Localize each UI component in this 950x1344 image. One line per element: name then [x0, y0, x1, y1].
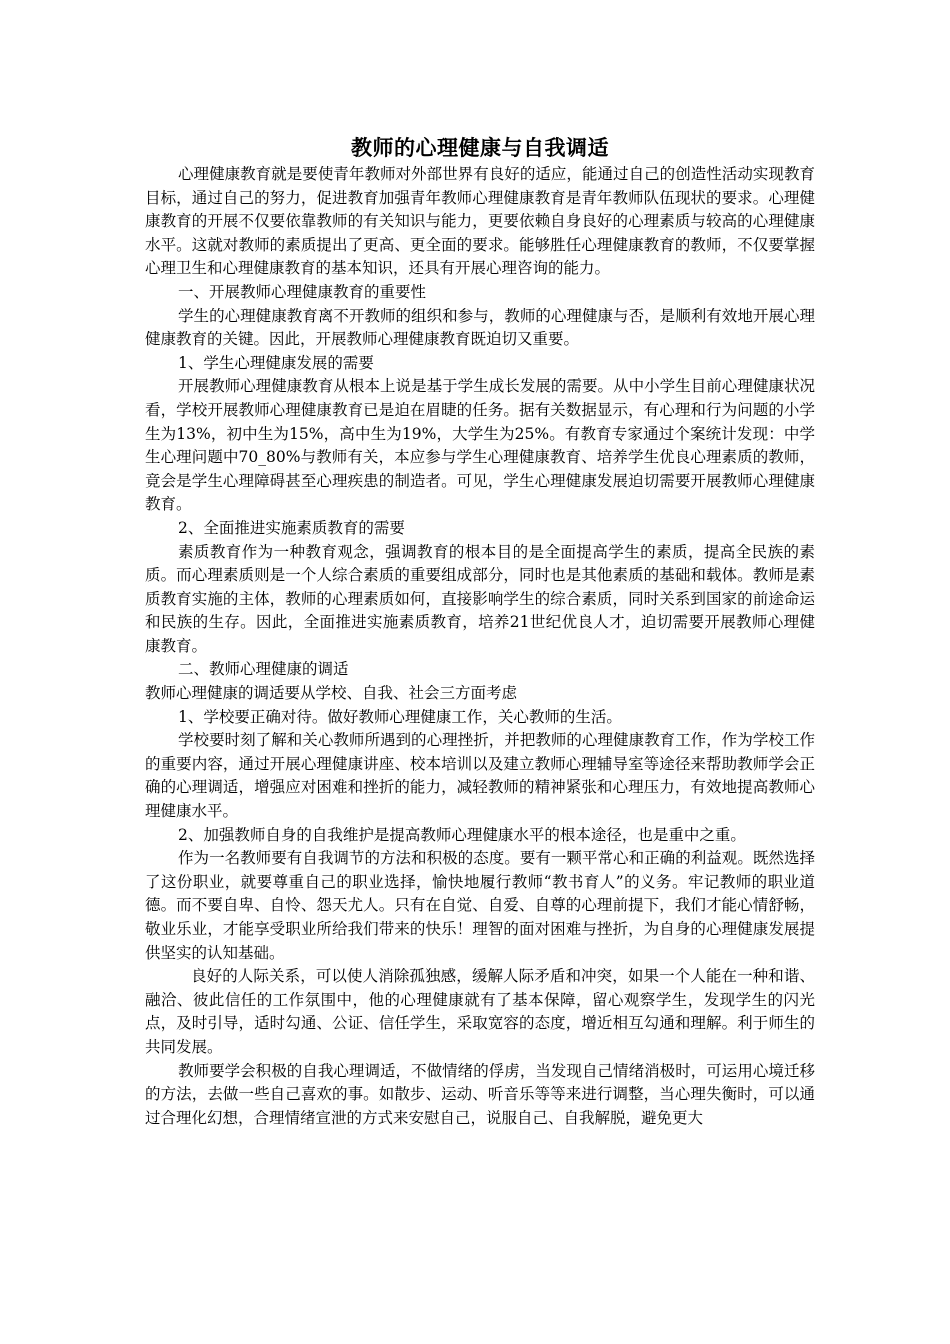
intro-paragraph: 心理健康教育就是要使青年教师对外部世界有良好的适应，能通过自己的创造性活动实现教育目标，通过自己的努力，促进教育加强青年教师心理健康教育是青年教师队伍现状的要求。心理健康教育的开展不仅要依靠教师的有关知识与能力，更要依赖自身良好的心理素质与较高的心理健康水平。这就对教师的素质提出了更高、更全面的要求。能够胜任心理健康教育的教师，不仅要掌握心理卫生和心理健康教育的基本知识，还具有开展心理咨询的能力。 [145, 165, 815, 278]
body-paragraph: 开展教师心理健康教育从根本上说是基于学生成长发展的需要。从中小学生目前心理健康状况看，学校开展教师心理健康教育已是迫在眉睫的任务。据有关数据显示，有心理和行为问题的小学生为13%，初中生为15%，高中生为19%，大学生为25%。有教育专家通过个案统计发现：中学生心理问题中70_80%与教师有关，本应参与学生心理健康教育、培养学生优良心理素质的教师，竟会是学生心理障碍甚至心理疾患的制造者。可见，学生心理健康发展迫切需要开展教师心理健康教育。 [145, 377, 815, 514]
body-paragraph: 教师要学会积极的自我心理调适，不做情绪的俘虏，当发现自己情绪消极时，可运用心境迁移的方法，去做一些自己喜欢的事。如散步、运动、听音乐等等来进行调整，当心理失衡时，可以通过合理化幻想，合理情绪宣泄的方式来安慰自己，说服自己、自我解脱，避免更大 [145, 1061, 815, 1127]
subsection-heading-1-1: 1、学生心理健康发展的需要 [178, 353, 374, 372]
body-paragraph: 良好的人际关系，可以使人消除孤独感，缓解人际矛盾和冲突，如果一个人能在一种和谐、融洽、彼此信任的工作氛围中，他的心理健康就有了基本保障，留心观察学生，发现学生的闪光点，及时引导，适时勾通、公证、信任学生，采取宽容的态度，增近相互勾通和理解。利于师生的共同发展。 [145, 967, 815, 1056]
document-title: 教师的心理健康与自我调适 [351, 135, 609, 160]
body-paragraph: 作为一名教师要有自我调节的方法和积极的态度。要有一颗平常心和正确的利益观。既然选择了这份职业，就要尊重自己的职业选择，愉快地履行教师“教书育人”的义务。牢记教师的职业道德。而不要自卑、自怜、怨天尤人。只有在自觉、自爱、自尊的心理前提下，我们才能心情舒畅，敬业乐业，才能享受职业所给我们带来的快乐！理智的面对困难与挫折，为自身的心理健康发展提供坚实的认知基础。 [145, 849, 815, 962]
body-paragraph: 学校要时刻了解和关心教师所遇到的心理挫折，并把教师的心理健康教育工作，作为学校工作的重要内容，通过开展心理健康讲座、校本培训以及建立教师心理辅导室等途径来帮助教师学会正确的心理调适，增强应对困难和挫折的能力，减轻教师的精神紧张和心理压力，有效地提高教师心理健康水平。 [145, 731, 815, 821]
subsection-heading-2-2: 2、加强教师自身的自我维护是提高教师心理健康水平的根本途径，也是重中之重。 [178, 825, 746, 844]
document-page [145, 133, 815, 1130]
section-heading-2: 二、教师心理健康的调适 [178, 660, 349, 679]
body-paragraph: 素质教育作为一种教育观念，强调教育的根本目的是全面提高学生的素质，提高全民族的素质。而心理素质则是一个人综合素质的重要组成部分，同时也是其他素质的基础和载体。教师是素质教育实施的主体，教师的心理素质如何，直接影响学生的综合素质，同时关系到国家的前途命运和民族的生存。因此，全面推进实施素质教育，培养21世纪优良人才，迫切需要开展教师心理健康教育。 [145, 542, 815, 655]
body-paragraph: 学生的心理健康教育离不开教师的组织和参与，教师的心理健康与否，是顺利有效地开展心理健康教育的关键。因此，开展教师心理健康教育既迫切又重要。 [145, 306, 815, 349]
subsection-heading-2-1: 1、学校要正确对待。做好教师心理健康工作，关心教师的生活。 [178, 707, 622, 726]
section-heading-1: 一、开展教师心理健康教育的重要性 [178, 282, 427, 301]
subsection-heading-1-2: 2、全面推进实施素质教育的需要 [178, 518, 405, 537]
body-paragraph: 教师心理健康的调适要从学校、自我、社会三方面考虑 [145, 684, 518, 703]
